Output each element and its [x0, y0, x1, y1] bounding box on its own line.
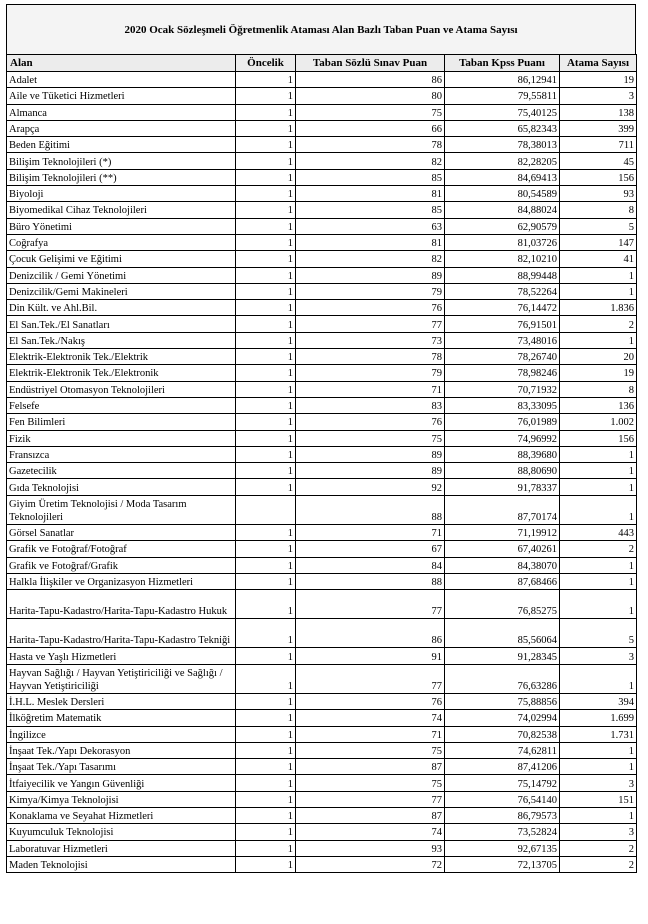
cell-atama: 93 — [560, 186, 637, 202]
cell-sozlu: 84 — [296, 557, 445, 573]
cell-alan: Maden Teknolojisi — [7, 856, 236, 872]
cell-kpss: 83,33095 — [445, 397, 560, 413]
cell-oncelik: 1 — [236, 726, 296, 742]
table-row — [7, 742, 637, 758]
cell-alan: Hayvan Sağlığı / Hayvan Yetiştiriciliği ve Sağlığı / Hayvan Yetiştiriciliği — [7, 664, 236, 693]
table-row — [7, 791, 637, 807]
cell-oncelik: 1 — [236, 120, 296, 136]
cell-oncelik: 1 — [236, 710, 296, 726]
cell-sozlu: 73 — [296, 332, 445, 348]
cell-oncelik: 1 — [236, 463, 296, 479]
cell-oncelik: 1 — [236, 202, 296, 218]
cell-kpss: 74,96992 — [445, 430, 560, 446]
table-row — [7, 463, 637, 479]
cell-atama: 156 — [560, 430, 637, 446]
table-row — [7, 202, 637, 218]
cell-alan: İngilizce — [7, 726, 236, 742]
cell-sozlu: 75 — [296, 742, 445, 758]
table-row — [7, 234, 637, 250]
cell-kpss: 76,54140 — [445, 791, 560, 807]
cell-sozlu: 91 — [296, 648, 445, 664]
cell-alan: Kimya/Kimya Teknolojisi — [7, 791, 236, 807]
cell-alan: Elektrik-Elektronik Tek./Elektrik — [7, 349, 236, 365]
cell-oncelik: 1 — [236, 693, 296, 709]
cell-oncelik: 1 — [236, 808, 296, 824]
table-row — [7, 524, 637, 540]
cell-sozlu: 86 — [296, 72, 445, 88]
cell-sozlu: 76 — [296, 414, 445, 430]
cell-sozlu: 80 — [296, 88, 445, 104]
table-row — [7, 824, 637, 840]
cell-sozlu: 72 — [296, 856, 445, 872]
cell-sozlu: 81 — [296, 234, 445, 250]
header-sozlu: Taban Sözlü Sınav Puan — [296, 55, 445, 72]
cell-alan: Felsefe — [7, 397, 236, 413]
cell-sozlu: 76 — [296, 300, 445, 316]
cell-alan: Harita-Tapu-Kadastro/Harita-Tapu-Kadastro Tekniği — [7, 619, 236, 648]
cell-kpss: 75,88856 — [445, 693, 560, 709]
cell-alan: Fen Bilimleri — [7, 414, 236, 430]
cell-sozlu: 75 — [296, 775, 445, 791]
cell-kpss: 84,88024 — [445, 202, 560, 218]
cell-kpss: 75,40125 — [445, 104, 560, 120]
table-row — [7, 153, 637, 169]
cell-atama: 1 — [560, 463, 637, 479]
cell-alan: Laboratuvar Hizmetleri — [7, 840, 236, 856]
cell-alan: Gıda Teknolojisi — [7, 479, 236, 495]
cell-sozlu: 74 — [296, 824, 445, 840]
cell-kpss: 78,98246 — [445, 365, 560, 381]
cell-alan: Aile ve Tüketici Hizmetleri — [7, 88, 236, 104]
cell-alan: Gazetecilik — [7, 463, 236, 479]
cell-sozlu: 88 — [296, 573, 445, 589]
cell-atama: 3 — [560, 824, 637, 840]
cell-oncelik: 1 — [236, 251, 296, 267]
cell-oncelik: 1 — [236, 283, 296, 299]
cell-sozlu: 89 — [296, 463, 445, 479]
table-row — [7, 218, 637, 234]
cell-atama: 1 — [560, 446, 637, 462]
cell-oncelik: 1 — [236, 88, 296, 104]
cell-kpss: 87,68466 — [445, 573, 560, 589]
cell-kpss: 91,78337 — [445, 479, 560, 495]
cell-sozlu: 77 — [296, 791, 445, 807]
cell-atama: 20 — [560, 349, 637, 365]
cell-alan: Grafik ve Fotoğraf/Grafik — [7, 557, 236, 573]
cell-oncelik: 1 — [236, 573, 296, 589]
cell-oncelik: 1 — [236, 430, 296, 446]
table-row — [7, 495, 637, 524]
cell-atama: 1.836 — [560, 300, 637, 316]
cell-atama: 45 — [560, 153, 637, 169]
cell-atama: 1 — [560, 267, 637, 283]
cell-kpss: 85,56064 — [445, 619, 560, 648]
cell-alan: Denizcilik/Gemi Makineleri — [7, 283, 236, 299]
cell-alan: Fizik — [7, 430, 236, 446]
cell-oncelik: 1 — [236, 72, 296, 88]
cell-oncelik: 1 — [236, 365, 296, 381]
cell-alan: Kuyumculuk Teknolojisi — [7, 824, 236, 840]
cell-kpss: 76,63286 — [445, 664, 560, 693]
cell-kpss: 65,82343 — [445, 120, 560, 136]
cell-alan: Biyomedikal Cihaz Teknolojileri — [7, 202, 236, 218]
cell-sozlu: 82 — [296, 251, 445, 267]
cell-oncelik: 1 — [236, 104, 296, 120]
table-row — [7, 726, 637, 742]
table-row — [7, 332, 637, 348]
cell-kpss: 70,82538 — [445, 726, 560, 742]
cell-alan: İnşaat Tek./Yapı Tasarımı — [7, 759, 236, 775]
cell-oncelik: 1 — [236, 218, 296, 234]
cell-atama: 1 — [560, 495, 637, 524]
cell-oncelik: 1 — [236, 775, 296, 791]
cell-alan: Çocuk Gelişimi ve Eğitimi — [7, 251, 236, 267]
cell-oncelik: 1 — [236, 479, 296, 495]
cell-alan: Görsel Sanatlar — [7, 524, 236, 540]
cell-atama: 1 — [560, 664, 637, 693]
cell-alan: Almanca — [7, 104, 236, 120]
cell-oncelik: 1 — [236, 664, 296, 693]
table-row — [7, 283, 637, 299]
cell-sozlu: 87 — [296, 808, 445, 824]
cell-sozlu: 92 — [296, 479, 445, 495]
cell-atama: 3 — [560, 648, 637, 664]
cell-kpss: 78,52264 — [445, 283, 560, 299]
table-row — [7, 557, 637, 573]
cell-atama: 1 — [560, 742, 637, 758]
cell-kpss: 73,52824 — [445, 824, 560, 840]
cell-sozlu: 75 — [296, 430, 445, 446]
cell-atama: 399 — [560, 120, 637, 136]
cell-alan: El San.Tek./Nakış — [7, 332, 236, 348]
cell-sozlu: 78 — [296, 349, 445, 365]
header-oncelik: Öncelik — [236, 55, 296, 72]
cell-alan: İtfaiyecilik ve Yangın Güvenliği — [7, 775, 236, 791]
table-row — [7, 619, 637, 648]
cell-sozlu: 77 — [296, 316, 445, 332]
cell-sozlu: 74 — [296, 710, 445, 726]
cell-kpss: 75,14792 — [445, 775, 560, 791]
cell-kpss: 86,12941 — [445, 72, 560, 88]
cell-atama: 3 — [560, 775, 637, 791]
cell-kpss: 74,62811 — [445, 742, 560, 758]
cell-oncelik: 1 — [236, 234, 296, 250]
cell-kpss: 88,80690 — [445, 463, 560, 479]
cell-alan: Beden Eğitimi — [7, 137, 236, 153]
cell-alan: Harita-Tapu-Kadastro/Harita-Tapu-Kadastro Hukuk — [7, 590, 236, 619]
cell-oncelik: 1 — [236, 791, 296, 807]
cell-oncelik: 1 — [236, 759, 296, 775]
cell-atama: 5 — [560, 218, 637, 234]
cell-alan: Elektrik-Elektronik Tek./Elektronik — [7, 365, 236, 381]
cell-alan: Grafik ve Fotoğraf/Fotoğraf — [7, 541, 236, 557]
table-row — [7, 808, 637, 824]
cell-kpss: 72,13705 — [445, 856, 560, 872]
cell-alan: Fransızca — [7, 446, 236, 462]
table-row — [7, 710, 637, 726]
cell-alan: Bilişim Teknolojileri (**) — [7, 169, 236, 185]
table-row — [7, 169, 637, 185]
cell-sozlu: 66 — [296, 120, 445, 136]
cell-atama: 394 — [560, 693, 637, 709]
cell-sozlu: 76 — [296, 693, 445, 709]
cell-atama: 2 — [560, 856, 637, 872]
cell-sozlu: 77 — [296, 664, 445, 693]
cell-kpss: 79,55811 — [445, 88, 560, 104]
cell-atama: 138 — [560, 104, 637, 120]
table-row — [7, 664, 637, 693]
cell-alan: Konaklama ve Seyahat Hizmetleri — [7, 808, 236, 824]
cell-atama: 156 — [560, 169, 637, 185]
cell-sozlu: 93 — [296, 840, 445, 856]
cell-alan: Arapça — [7, 120, 236, 136]
cell-alan: El San.Tek./El Sanatları — [7, 316, 236, 332]
cell-atama: 1 — [560, 759, 637, 775]
cell-oncelik: 1 — [236, 169, 296, 185]
cell-atama: 8 — [560, 202, 637, 218]
cell-oncelik: 1 — [236, 840, 296, 856]
table-row — [7, 693, 637, 709]
cell-alan: Bilişim Teknolojileri (*) — [7, 153, 236, 169]
cell-sozlu: 82 — [296, 153, 445, 169]
table-row — [7, 104, 637, 120]
cell-sozlu: 87 — [296, 759, 445, 775]
table-row — [7, 775, 637, 791]
cell-atama: 1 — [560, 573, 637, 589]
cell-oncelik: 1 — [236, 742, 296, 758]
cell-oncelik: 1 — [236, 824, 296, 840]
cell-oncelik: 1 — [236, 137, 296, 153]
table-row — [7, 365, 637, 381]
cell-kpss: 71,19912 — [445, 524, 560, 540]
cell-alan: Giyim Üretim Teknolojisi / Moda Tasarım Teknolojileri — [7, 495, 236, 524]
cell-kpss: 81,03726 — [445, 234, 560, 250]
cell-kpss: 74,02994 — [445, 710, 560, 726]
cell-kpss: 92,67135 — [445, 840, 560, 856]
cell-sozlu: 79 — [296, 283, 445, 299]
cell-sozlu: 86 — [296, 619, 445, 648]
cell-sozlu: 78 — [296, 137, 445, 153]
cell-oncelik: 1 — [236, 186, 296, 202]
cell-kpss: 87,41206 — [445, 759, 560, 775]
cell-atama: 1.699 — [560, 710, 637, 726]
cell-oncelik: 1 — [236, 446, 296, 462]
cell-kpss: 88,99448 — [445, 267, 560, 283]
cell-oncelik: 1 — [236, 381, 296, 397]
cell-alan: Büro Yönetimi — [7, 218, 236, 234]
cell-atama: 8 — [560, 381, 637, 397]
table-row — [7, 541, 637, 557]
cell-kpss: 91,28345 — [445, 648, 560, 664]
cell-kpss: 80,54589 — [445, 186, 560, 202]
cell-atama: 41 — [560, 251, 637, 267]
cell-atama: 19 — [560, 365, 637, 381]
cell-kpss: 76,01989 — [445, 414, 560, 430]
table-row — [7, 316, 637, 332]
cell-kpss: 84,38070 — [445, 557, 560, 573]
table-row — [7, 72, 637, 88]
cell-sozlu: 75 — [296, 104, 445, 120]
table-row — [7, 840, 637, 856]
table-body — [7, 72, 637, 873]
cell-atama: 5 — [560, 619, 637, 648]
cell-atama: 1 — [560, 332, 637, 348]
cell-oncelik: 1 — [236, 856, 296, 872]
cell-kpss: 76,91501 — [445, 316, 560, 332]
cell-kpss: 78,26740 — [445, 349, 560, 365]
cell-alan: İ.H.L. Meslek Dersleri — [7, 693, 236, 709]
cell-oncelik: 1 — [236, 590, 296, 619]
cell-atama: 1 — [560, 590, 637, 619]
cell-alan: Endüstriyel Otomasyon Teknolojileri — [7, 381, 236, 397]
cell-alan: Denizcilik / Gemi Yönetimi — [7, 267, 236, 283]
table-row — [7, 381, 637, 397]
cell-atama: 1 — [560, 283, 637, 299]
cell-alan: İnşaat Tek./Yapı Dekorasyon — [7, 742, 236, 758]
cell-oncelik: 1 — [236, 557, 296, 573]
cell-kpss: 84,69413 — [445, 169, 560, 185]
cell-oncelik: 1 — [236, 300, 296, 316]
header-atama: Atama Sayısı — [560, 55, 637, 72]
table-row — [7, 267, 637, 283]
cell-oncelik: 1 — [236, 349, 296, 365]
cell-oncelik: 1 — [236, 648, 296, 664]
table-row — [7, 759, 637, 775]
cell-atama: 151 — [560, 791, 637, 807]
table-row — [7, 648, 637, 664]
table-row — [7, 397, 637, 413]
table-row — [7, 137, 637, 153]
cell-atama: 19 — [560, 72, 637, 88]
table-row — [7, 186, 637, 202]
cell-sozlu: 67 — [296, 541, 445, 557]
cell-alan: Hasta ve Yaşlı Hizmetleri — [7, 648, 236, 664]
cell-kpss: 62,90579 — [445, 218, 560, 234]
cell-alan: Din Kült. ve Ahl.Bil. — [7, 300, 236, 316]
cell-atama: 1 — [560, 808, 637, 824]
cell-kpss: 76,85275 — [445, 590, 560, 619]
cell-atama: 2 — [560, 316, 637, 332]
cell-oncelik: 1 — [236, 397, 296, 413]
table-row — [7, 590, 637, 619]
table-row — [7, 349, 637, 365]
cell-alan: Biyoloji — [7, 186, 236, 202]
header-kpss: Taban Kpss Puanı — [445, 55, 560, 72]
cell-kpss: 73,48016 — [445, 332, 560, 348]
table-row — [7, 251, 637, 267]
cell-kpss: 82,10210 — [445, 251, 560, 267]
cell-kpss: 76,14472 — [445, 300, 560, 316]
cell-kpss: 87,70174 — [445, 495, 560, 524]
cell-oncelik: 1 — [236, 153, 296, 169]
cell-sozlu: 71 — [296, 381, 445, 397]
cell-sozlu: 85 — [296, 169, 445, 185]
cell-sozlu: 81 — [296, 186, 445, 202]
cell-oncelik: 1 — [236, 524, 296, 540]
table-row — [7, 120, 637, 136]
cell-kpss: 67,40261 — [445, 541, 560, 557]
cell-oncelik: 1 — [236, 541, 296, 557]
cell-atama: 2 — [560, 840, 637, 856]
cell-atama: 1.002 — [560, 414, 637, 430]
cell-oncelik: 1 — [236, 267, 296, 283]
cell-atama: 147 — [560, 234, 637, 250]
header-alan: Alan — [7, 55, 236, 72]
cell-atama: 1 — [560, 557, 637, 573]
table-row — [7, 88, 637, 104]
cell-kpss: 88,39680 — [445, 446, 560, 462]
cell-kpss: 70,71932 — [445, 381, 560, 397]
table-row — [7, 414, 637, 430]
cell-sozlu: 85 — [296, 202, 445, 218]
results-table — [6, 54, 637, 873]
cell-alan: İlköğretim Matematik — [7, 710, 236, 726]
cell-alan: Halkla İlişkiler ve Organizasyon Hizmetleri — [7, 573, 236, 589]
table-row — [7, 479, 637, 495]
cell-kpss: 82,28205 — [445, 153, 560, 169]
cell-sozlu: 88 — [296, 495, 445, 524]
cell-atama: 3 — [560, 88, 637, 104]
cell-sozlu: 77 — [296, 590, 445, 619]
cell-kpss: 78,38013 — [445, 137, 560, 153]
sheet-title: 2020 Ocak Sözleşmeli Öğretmenlik Ataması Alan Bazlı Taban Puan ve Atama Sayısı — [6, 4, 636, 54]
cell-oncelik — [236, 495, 296, 524]
header-row — [7, 55, 637, 72]
cell-sozlu: 63 — [296, 218, 445, 234]
cell-oncelik: 1 — [236, 414, 296, 430]
cell-sozlu: 89 — [296, 267, 445, 283]
cell-atama: 136 — [560, 397, 637, 413]
cell-atama: 443 — [560, 524, 637, 540]
table-row — [7, 573, 637, 589]
cell-sozlu: 83 — [296, 397, 445, 413]
cell-sozlu: 79 — [296, 365, 445, 381]
cell-atama: 1 — [560, 479, 637, 495]
cell-alan: Coğrafya — [7, 234, 236, 250]
cell-sozlu: 71 — [296, 726, 445, 742]
cell-alan: Adalet — [7, 72, 236, 88]
cell-oncelik: 1 — [236, 619, 296, 648]
spreadsheet — [6, 4, 636, 873]
cell-sozlu: 89 — [296, 446, 445, 462]
table-row — [7, 430, 637, 446]
cell-atama: 2 — [560, 541, 637, 557]
table-row — [7, 300, 637, 316]
table-row — [7, 856, 637, 872]
cell-atama: 1.731 — [560, 726, 637, 742]
table-row — [7, 446, 637, 462]
cell-sozlu: 71 — [296, 524, 445, 540]
cell-oncelik: 1 — [236, 332, 296, 348]
cell-atama: 711 — [560, 137, 637, 153]
cell-kpss: 86,79573 — [445, 808, 560, 824]
cell-oncelik: 1 — [236, 316, 296, 332]
